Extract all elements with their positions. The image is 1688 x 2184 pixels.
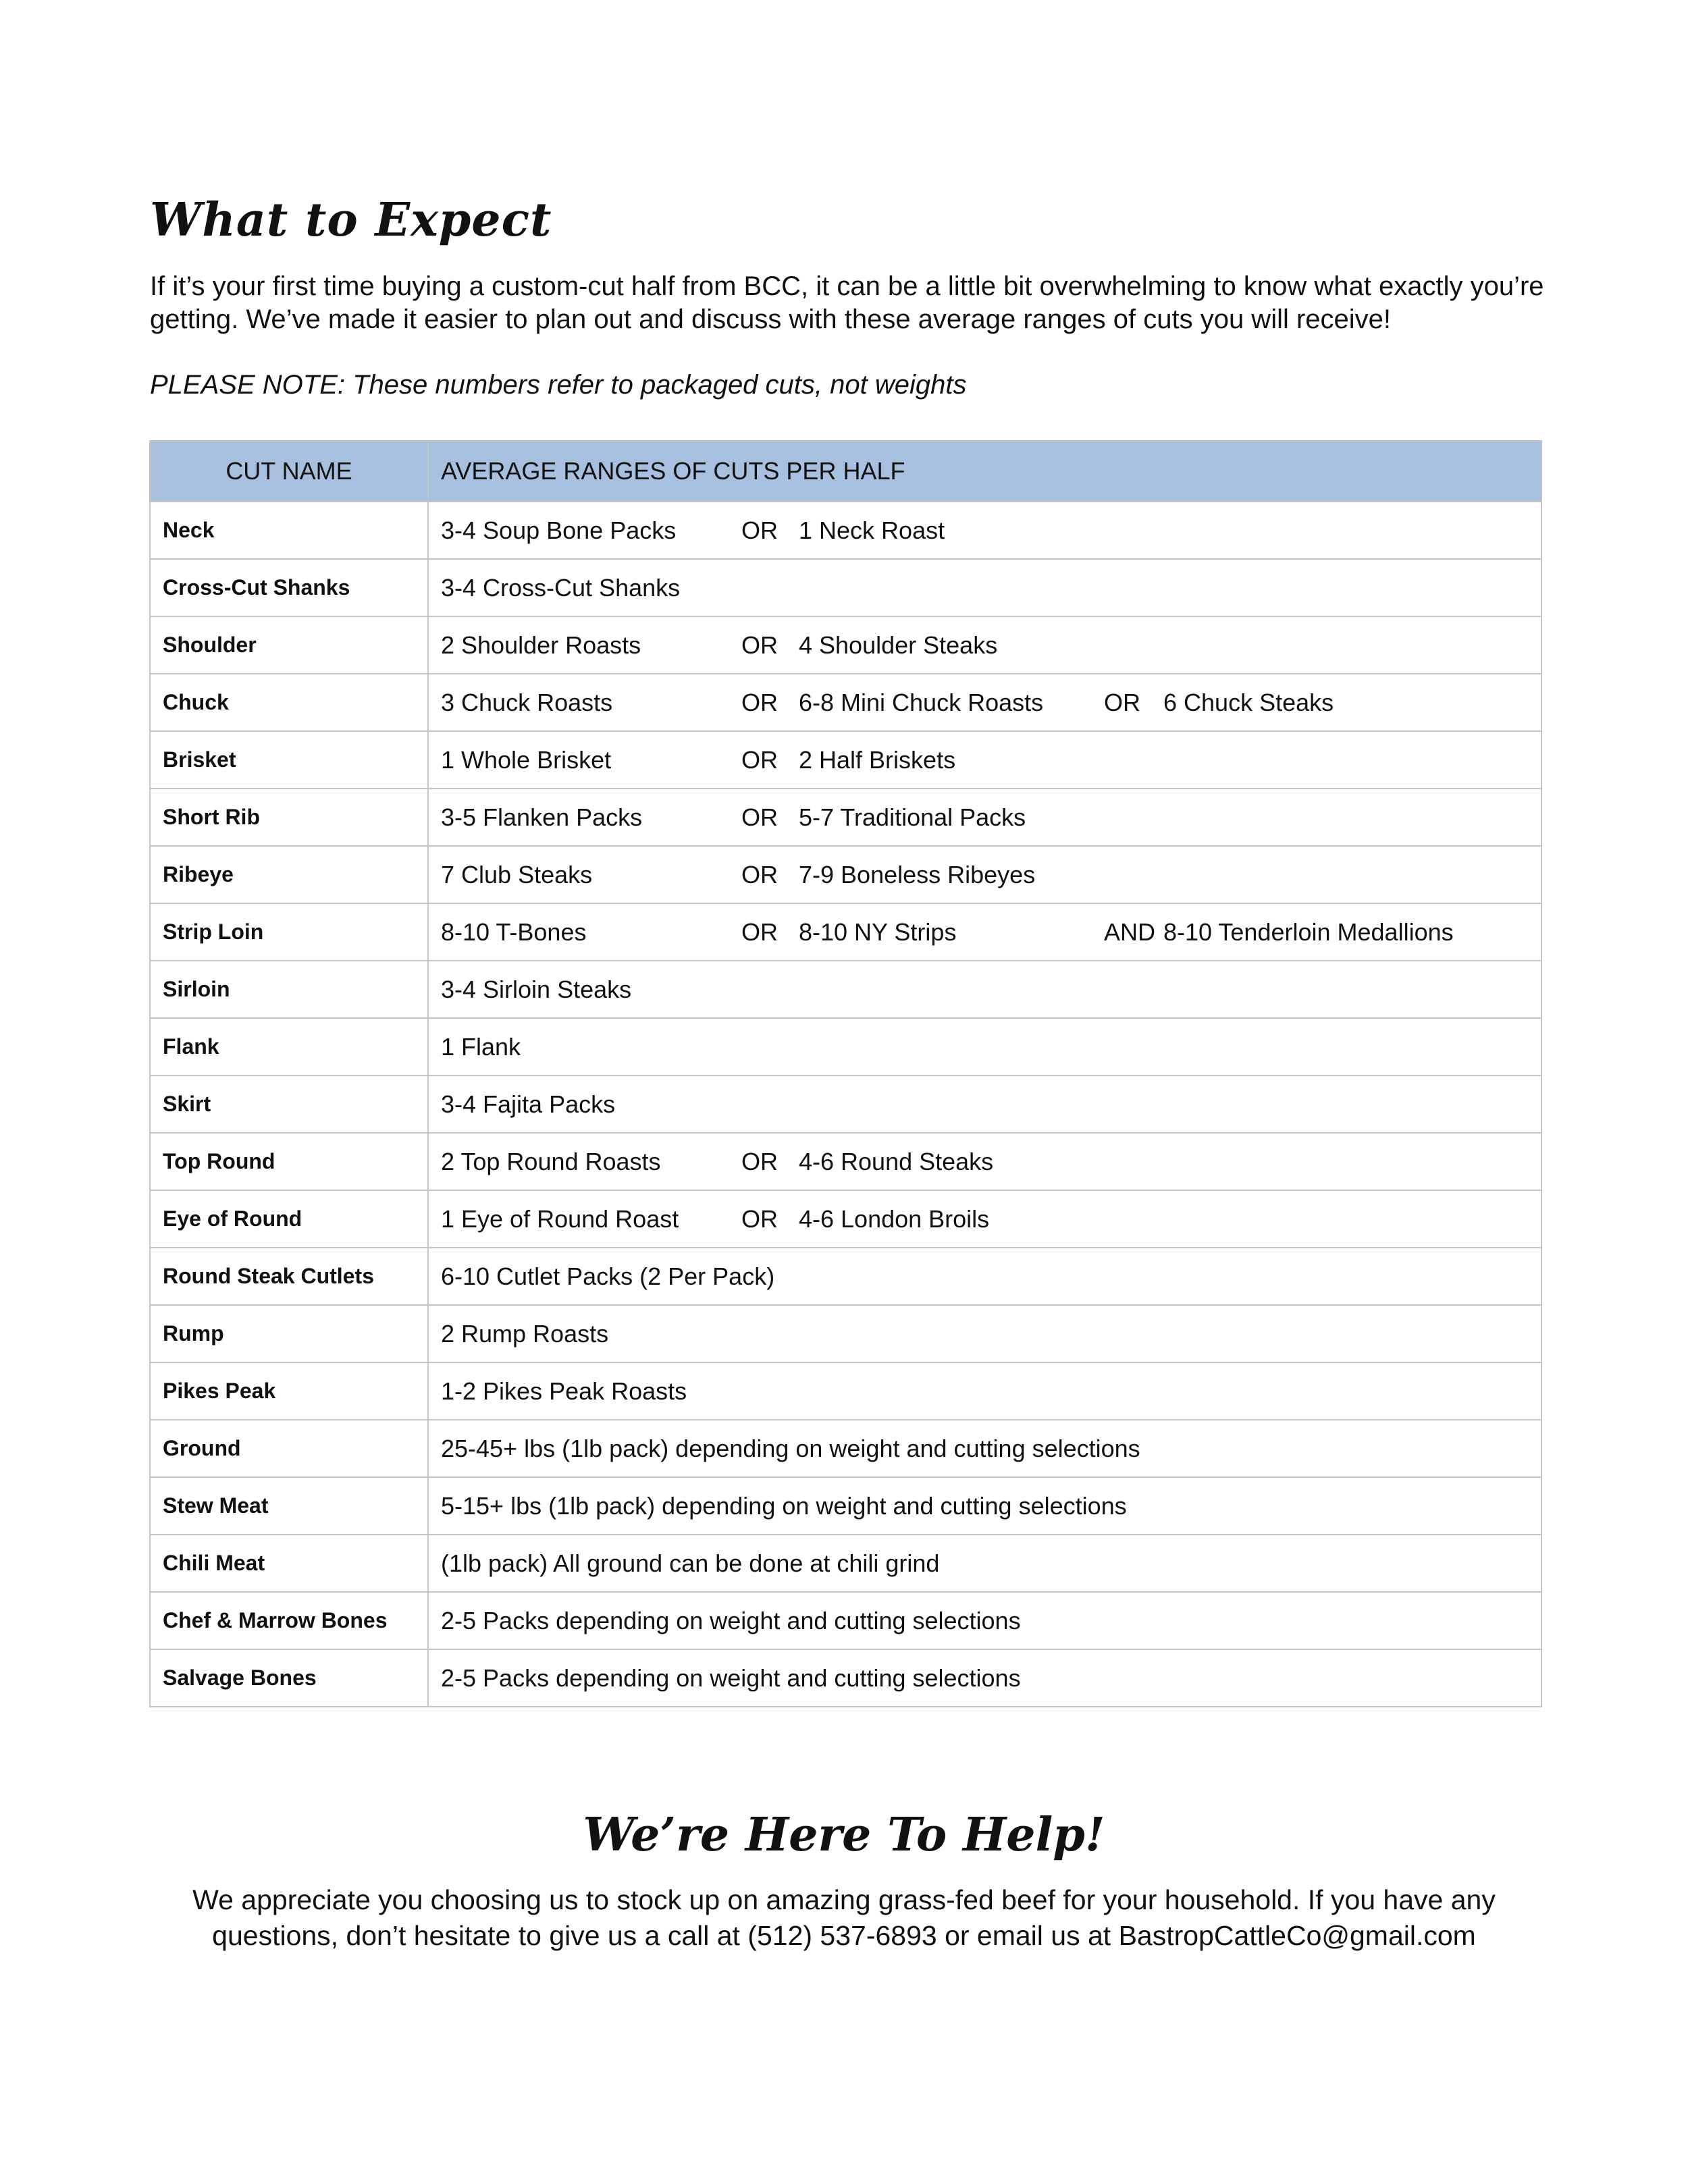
cut-options — [441, 1434, 1541, 1464]
cut-ranges — [428, 1248, 1541, 1305]
table-row — [150, 502, 1541, 559]
cut-options — [441, 1147, 1541, 1177]
cut-ranges — [428, 1018, 1541, 1075]
cut-options — [441, 803, 1541, 832]
cut-ranges — [428, 903, 1541, 961]
cut-option: 6-8 Mini Chuck Roasts — [799, 688, 1044, 716]
cut-option: 3-4 Cross-Cut Shanks — [441, 573, 681, 602]
cut-options — [441, 1204, 1541, 1234]
cut-ranges — [428, 1362, 1541, 1420]
cut-option: 25-45+ lbs (1lb pack) depending on weight and cutting selections — [441, 1434, 1140, 1462]
cut-option: 2 Shoulder Roasts — [441, 631, 641, 659]
cut-name: Rump — [150, 1305, 428, 1362]
table-row — [150, 1477, 1541, 1535]
cut-options — [441, 745, 1541, 775]
cut-ranges — [428, 502, 1541, 559]
cut-option: 2-5 Packs depending on weight and cutting selections — [441, 1663, 1021, 1692]
cut-options — [441, 1377, 1541, 1406]
cut-option: 4-6 Round Steaks — [799, 1147, 994, 1175]
table-row — [150, 1190, 1541, 1248]
option-connector: OR — [1104, 688, 1140, 716]
help-text: We appreciate you choosing us to stock up on amazing grass-fed beef for your household. If you have any questions, don’t hesitate to give us a call at (512) 537-6893 or email us at BastropCattleCo@gmail.com — [192, 1884, 1496, 1951]
cut-name: Strip Loin — [150, 903, 428, 961]
table-row — [150, 961, 1541, 1018]
cut-name: Top Round — [150, 1133, 428, 1190]
cut-option: 5-7 Traditional Packs — [799, 803, 1026, 831]
cut-ranges — [428, 1075, 1541, 1133]
cut-ranges — [428, 961, 1541, 1018]
cut-option: 2 Top Round Roasts — [441, 1147, 661, 1175]
table-row — [150, 1018, 1541, 1075]
cut-ranges — [428, 1305, 1541, 1362]
cut-option: 3 Chuck Roasts — [441, 688, 613, 716]
cut-option: 3-4 Fajita Packs — [441, 1090, 616, 1118]
cut-options — [441, 917, 1541, 947]
cut-name: Cross-Cut Shanks — [150, 559, 428, 616]
cut-ranges — [428, 1133, 1541, 1190]
intro-paragraph: If it’s your first time buying a custom-cut half from BCC, it can be a little bit overwhelming to know what exactly you’re getting. We’ve made it easier to plan out and discuss with these average ranges of cuts you will receive! — [150, 271, 1544, 334]
cut-name: Neck — [150, 502, 428, 559]
table-row — [150, 1592, 1541, 1649]
cut-ranges — [428, 559, 1541, 616]
cut-name: Round Steak Cutlets — [150, 1248, 428, 1305]
cut-option: 4-6 London Broils — [799, 1204, 990, 1233]
table-row — [150, 674, 1541, 731]
cut-name: Eye of Round — [150, 1190, 428, 1248]
cut-ranges — [428, 1535, 1541, 1592]
table-row — [150, 1420, 1541, 1477]
cut-options — [441, 1663, 1541, 1693]
option-connector: OR — [741, 1204, 778, 1233]
cut-option: (1lb pack) All ground can be done at chili grind — [441, 1549, 940, 1577]
table-row — [150, 1133, 1541, 1190]
option-connector: OR — [741, 688, 778, 716]
cut-option: 5-15+ lbs (1lb pack) depending on weight and cutting selections — [441, 1491, 1127, 1520]
table-row — [150, 1649, 1541, 1707]
table-row — [150, 559, 1541, 616]
cut-name: Skirt — [150, 1075, 428, 1133]
cut-option: 1 Eye of Round Roast — [441, 1204, 679, 1233]
option-connector: OR — [741, 631, 778, 659]
table-row — [150, 1535, 1541, 1592]
cut-option: 2-5 Packs depending on weight and cutting selections — [441, 1606, 1021, 1634]
cut-option: 2 Rump Roasts — [441, 1319, 609, 1348]
table-row — [150, 846, 1541, 903]
cut-ranges — [428, 846, 1541, 903]
cut-option: 7-9 Boneless Ribeyes — [799, 860, 1036, 888]
cut-name: Flank — [150, 1018, 428, 1075]
cut-name: Chuck — [150, 674, 428, 731]
table-header-row — [150, 441, 1541, 502]
table-row — [150, 1362, 1541, 1420]
cut-name: Ground — [150, 1420, 428, 1477]
table-row — [150, 789, 1541, 846]
cut-options — [441, 1319, 1541, 1349]
option-connector: OR — [741, 803, 778, 831]
cut-option: 4 Shoulder Steaks — [799, 631, 998, 659]
cut-ranges — [428, 1420, 1541, 1477]
cut-option: 1 Neck Roast — [799, 516, 945, 544]
cut-name: Shoulder — [150, 616, 428, 674]
cut-ranges — [428, 731, 1541, 789]
cut-options — [441, 1606, 1541, 1636]
cut-ranges — [428, 789, 1541, 846]
cut-option: 8-10 T-Bones — [441, 917, 587, 946]
cut-options — [441, 631, 1541, 660]
cut-name: Salvage Bones — [150, 1649, 428, 1707]
cut-option: 1 Flank — [441, 1032, 521, 1061]
note-text: PLEASE NOTE: These numbers refer to packaged cuts, not weights — [150, 370, 967, 400]
cut-options — [441, 516, 1541, 545]
table-row — [150, 731, 1541, 789]
cut-ranges — [428, 1190, 1541, 1248]
table-row — [150, 903, 1541, 961]
option-connector: AND — [1104, 917, 1156, 946]
cut-options — [441, 1090, 1541, 1119]
table-row — [150, 1305, 1541, 1362]
cut-options — [441, 860, 1541, 890]
cut-ranges — [428, 674, 1541, 731]
option-connector: OR — [741, 917, 778, 946]
cut-option: 1 Whole Brisket — [441, 745, 612, 774]
cut-name: Short Rib — [150, 789, 428, 846]
cut-name: Brisket — [150, 731, 428, 789]
cut-name: Ribeye — [150, 846, 428, 903]
help-title: We’re Here To Help! — [583, 1808, 1105, 1862]
cut-options — [441, 1262, 1541, 1291]
cut-options — [441, 975, 1541, 1005]
header-cut-name: CUT NAME — [150, 441, 428, 502]
table-row — [150, 1248, 1541, 1305]
cut-options — [441, 1549, 1541, 1578]
cut-option: 1-2 Pikes Peak Roasts — [441, 1377, 687, 1405]
header-average-ranges: AVERAGE RANGES OF CUTS PER HALF — [428, 441, 1541, 502]
page-title: What to Expect — [150, 193, 552, 247]
table-row — [150, 616, 1541, 674]
cut-ranges — [428, 616, 1541, 674]
cut-option: 2 Half Briskets — [799, 745, 956, 774]
cut-name: Pikes Peak — [150, 1362, 428, 1420]
cut-option: 7 Club Steaks — [441, 860, 593, 888]
cut-option: 3-5 Flanken Packs — [441, 803, 643, 831]
cut-options — [441, 688, 1541, 718]
table-body — [150, 502, 1541, 1707]
cut-option: 6-10 Cutlet Packs (2 Per Pack) — [441, 1262, 775, 1290]
cut-ranges — [428, 1477, 1541, 1535]
cut-ranges — [428, 1592, 1541, 1649]
cut-option: 3-4 Sirloin Steaks — [441, 975, 632, 1003]
option-connector: OR — [741, 1147, 778, 1175]
cut-option: 8-10 Tenderloin Medallions — [1163, 917, 1454, 946]
cut-options — [441, 1032, 1541, 1062]
cut-name: Chef & Marrow Bones — [150, 1592, 428, 1649]
cut-name: Chili Meat — [150, 1535, 428, 1592]
cut-option: 6 Chuck Steaks — [1163, 688, 1334, 716]
option-connector: OR — [741, 745, 778, 774]
option-connector: OR — [741, 516, 778, 544]
option-connector: OR — [741, 860, 778, 888]
table-row — [150, 1075, 1541, 1133]
cut-name: Stew Meat — [150, 1477, 428, 1535]
cut-options — [441, 573, 1541, 603]
cut-option: 3-4 Soup Bone Packs — [441, 516, 677, 544]
cuts-table — [149, 440, 1542, 1707]
cut-name: Sirloin — [150, 961, 428, 1018]
cut-option: 8-10 NY Strips — [799, 917, 957, 946]
cut-options — [441, 1491, 1541, 1521]
cut-ranges — [428, 1649, 1541, 1707]
